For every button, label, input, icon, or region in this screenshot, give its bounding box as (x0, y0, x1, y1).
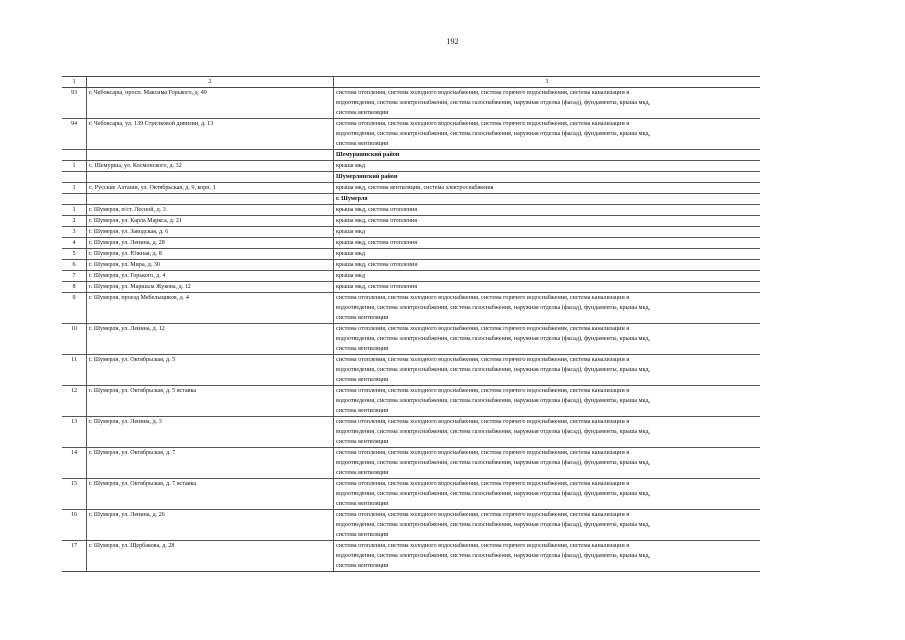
table-row (62, 88, 760, 119)
row-systems (334, 282, 761, 293)
row-address: г. Шумерля, ул. Маршала Жукова, д. 12 (87, 282, 334, 293)
systems-line: водоотведения, система электроснабжения, система газоснабжения, наружная отделка (фасад), фундаменты, крыша мкд, (336, 131, 651, 137)
row-number: 11 (62, 355, 87, 386)
section-address-cell (87, 172, 334, 183)
row-address: г. Шумерля, п/ст. Лесной, д. 3 (87, 205, 334, 216)
systems-line: система отопления, система холодного водоснабжения, система горячего водоснабжения, система канализации и (336, 512, 630, 518)
systems-line: система вентиляции (336, 532, 389, 538)
systems-line: система вентиляции (336, 439, 389, 445)
systems-line: водоотведения, система электроснабжения, система газоснабжения, наружная отделка (фасад), фундаменты, крыша мкд, (336, 305, 651, 311)
table-row (62, 216, 760, 227)
table-row (62, 260, 760, 271)
row-systems (334, 541, 761, 572)
header-col-number: 1 (62, 77, 87, 88)
row-number: 1 (62, 183, 87, 194)
systems-line: система отопления, система холодного водоснабжения, система горячего водоснабжения, система канализации и (336, 450, 630, 456)
table-row (62, 249, 760, 260)
systems-line: крыша мкд (336, 273, 365, 279)
systems-line: система отопления, система холодного водоснабжения, система горячего водоснабжения, система канализации и (336, 326, 630, 332)
systems-line: водоотведения, система электроснабжения, система газоснабжения, наружная отделка (фасад), фундаменты, крыша мкд, (336, 460, 651, 466)
table-header-row (62, 77, 760, 88)
table-row (62, 183, 760, 194)
systems-line: система вентиляции (336, 470, 389, 476)
table-row (62, 386, 760, 417)
row-systems (334, 355, 761, 386)
systems-line: крыша мкд, система отопления (336, 284, 417, 290)
table-row (62, 510, 760, 541)
table-row (62, 161, 760, 172)
section-address-cell (87, 194, 334, 205)
systems-line: водоотведения, система электроснабжения, система газоснабжения, наружная отделка (фасад), фундаменты, крыша мкд, (336, 522, 651, 528)
systems-line: крыша мкд, система отопления (336, 262, 417, 268)
row-address: г. Шумерля, ул. Ленина, д. 28 (87, 238, 334, 249)
row-systems (334, 386, 761, 417)
row-address: г. Шумерля, ул. Южная, д. 8 (87, 249, 334, 260)
row-systems (334, 238, 761, 249)
systems-line: система вентиляции (336, 408, 389, 414)
systems-line: крыша мкд, система вентиляции, система электроснабжения (336, 185, 494, 191)
systems-line: система отопления, система холодного водоснабжения, система горячего водоснабжения, система канализации и (336, 90, 630, 96)
systems-line: система вентиляции (336, 346, 389, 352)
row-address: г. Шумерля, проезд Мебельщиков, д. 4 (87, 293, 334, 324)
systems-line: крыша мкд, система отопления (336, 218, 417, 224)
row-number: 4 (62, 238, 87, 249)
row-number: 94 (62, 119, 87, 150)
row-systems (334, 161, 761, 172)
row-number: 1 (62, 161, 87, 172)
table-row (62, 479, 760, 510)
systems-line: система отопления, система холодного водоснабжения, система горячего водоснабжения, система канализации и (336, 419, 630, 425)
row-number: 2 (62, 216, 87, 227)
row-address: с. Русские Алгаши, ул. Октябрьская, д. 9, корп. 1 (87, 183, 334, 194)
row-number: 1 (62, 205, 87, 216)
section-title: г. Шумерля (334, 194, 761, 205)
systems-line: система отопления, система холодного водоснабжения, система горячего водоснабжения, система канализации и (336, 543, 630, 549)
row-address: г. Шумерля, ул. Ленина, д. 3 (87, 417, 334, 448)
row-number: 10 (62, 324, 87, 355)
systems-line: система отопления, система холодного водоснабжения, система горячего водоснабжения, система канализации и (336, 357, 630, 363)
row-address: г. Шумерля, ул. Октябрьская, д. 7 вставка (87, 479, 334, 510)
section-address-cell (87, 150, 334, 161)
row-systems (334, 479, 761, 510)
systems-line: водоотведения, система электроснабжения, система газоснабжения, наружная отделка (фасад), фундаменты, крыша мкд, (336, 398, 651, 404)
row-address: г. Шумерля, ул. Заводская, д. 6 (87, 227, 334, 238)
row-systems (334, 448, 761, 479)
section-row (62, 172, 760, 183)
table-row (62, 417, 760, 448)
row-number: 16 (62, 510, 87, 541)
row-systems (334, 88, 761, 119)
row-number: 8 (62, 282, 87, 293)
systems-line: крыша мкд (336, 251, 365, 257)
systems-line: система отопления, система холодного водоснабжения, система горячего водоснабжения, система канализации и (336, 481, 630, 487)
table-row (62, 448, 760, 479)
row-systems (334, 119, 761, 150)
row-number: 14 (62, 448, 87, 479)
page-number: 192 (446, 37, 459, 46)
table-row (62, 271, 760, 282)
row-address: г. Чебоксары, ул. 139 Стрелковой дивизии, д. 13 (87, 119, 334, 150)
systems-line: водоотведения, система электроснабжения, система газоснабжения, наружная отделка (фасад), фундаменты, крыша мкд, (336, 100, 651, 106)
row-systems (334, 205, 761, 216)
table-row (62, 324, 760, 355)
section-number-cell (62, 172, 87, 183)
systems-line: водоотведения, система электроснабжения, система газоснабжения, наружная отделка (фасад), фундаменты, крыша мкд, (336, 429, 651, 435)
row-systems (334, 324, 761, 355)
row-systems (334, 293, 761, 324)
table-row (62, 282, 760, 293)
row-systems (334, 249, 761, 260)
row-address: г. Шумерля, ул. Ленина, д. 12 (87, 324, 334, 355)
section-title: Шумерлинский район (334, 172, 761, 183)
systems-line: водоотведения, система электроснабжения, система газоснабжения, наружная отделка (фасад), фундаменты, крыша мкд, (336, 491, 651, 497)
row-number: 5 (62, 249, 87, 260)
row-number: 7 (62, 271, 87, 282)
row-number: 12 (62, 386, 87, 417)
systems-line: система отопления, система холодного водоснабжения, система горячего водоснабжения, система канализации и (336, 388, 630, 394)
row-systems (334, 227, 761, 238)
row-systems (334, 183, 761, 194)
systems-line: система вентиляции (336, 563, 389, 569)
systems-line: система вентиляции (336, 315, 389, 321)
systems-line: система вентиляции (336, 110, 389, 116)
table-row (62, 119, 760, 150)
section-row (62, 150, 760, 161)
row-address: г. Шумерля, ул. Щербакова, д. 28 (87, 541, 334, 572)
row-systems (334, 260, 761, 271)
row-number: 3 (62, 227, 87, 238)
row-systems (334, 417, 761, 448)
systems-line: водоотведения, система электроснабжения, система газоснабжения, наружная отделка (фасад), фундаменты, крыша мкд, (336, 367, 651, 373)
table-row (62, 238, 760, 249)
table-row (62, 541, 760, 572)
row-systems (334, 216, 761, 227)
row-systems (334, 271, 761, 282)
row-systems (334, 510, 761, 541)
row-number: 15 (62, 479, 87, 510)
systems-line: система отопления, система холодного водоснабжения, система горячего водоснабжения, система канализации и (336, 295, 630, 301)
systems-line: водоотведения, система электроснабжения, система газоснабжения, наружная отделка (фасад), фундаменты, крыша мкд, (336, 336, 651, 342)
section-row (62, 194, 760, 205)
header-col-systems: 3 (334, 77, 761, 88)
systems-line: крыша мкд, система отопления (336, 240, 417, 246)
section-number-cell (62, 194, 87, 205)
row-address: г. Шумерля, ул. Октябрьская, д. 5 (87, 355, 334, 386)
systems-line: крыша мкд (336, 163, 365, 169)
row-address: г. Шумерля, ул. Мира, д. 30 (87, 260, 334, 271)
table-row (62, 205, 760, 216)
systems-line: система вентиляции (336, 141, 389, 147)
systems-line: крыша мкд, система отопления (336, 207, 417, 213)
header-col-address: 2 (87, 77, 334, 88)
systems-line: система отопления, система холодного водоснабжения, система горячего водоснабжения, система канализации и (336, 121, 630, 127)
row-address: г. Шумерля, ул. Карла Маркса, д. 21 (87, 216, 334, 227)
row-address: г. Шумерля, ул. Октябрьская, д. 5 вставка (87, 386, 334, 417)
systems-line: водоотведения, система электроснабжения, система газоснабжения, наружная отделка (фасад), фундаменты, крыша мкд, (336, 553, 651, 559)
row-address: г. Шумерля, ул. Октябрьская, д. 7 (87, 448, 334, 479)
section-title: Шемуршинский район (334, 150, 761, 161)
buildings-table (62, 76, 760, 572)
row-address: г. Шумерля, ул. Ленина, д. 26 (87, 510, 334, 541)
row-address: с. Шемурша, ул. Космонского, д. 32 (87, 161, 334, 172)
table-row (62, 227, 760, 238)
systems-line: система вентиляции (336, 501, 389, 507)
systems-line: крыша мкд (336, 229, 365, 235)
row-address: г. Чебоксары, просп. Максима Горького, д. 49 (87, 88, 334, 119)
table-row (62, 355, 760, 386)
section-number-cell (62, 150, 87, 161)
row-number: 93 (62, 88, 87, 119)
table-row (62, 293, 760, 324)
systems-line: система вентиляции (336, 377, 389, 383)
row-number: 9 (62, 293, 87, 324)
row-number: 13 (62, 417, 87, 448)
row-address: г. Шумерля, ул. Горького, д. 4 (87, 271, 334, 282)
row-number: 17 (62, 541, 87, 572)
row-number: 6 (62, 260, 87, 271)
